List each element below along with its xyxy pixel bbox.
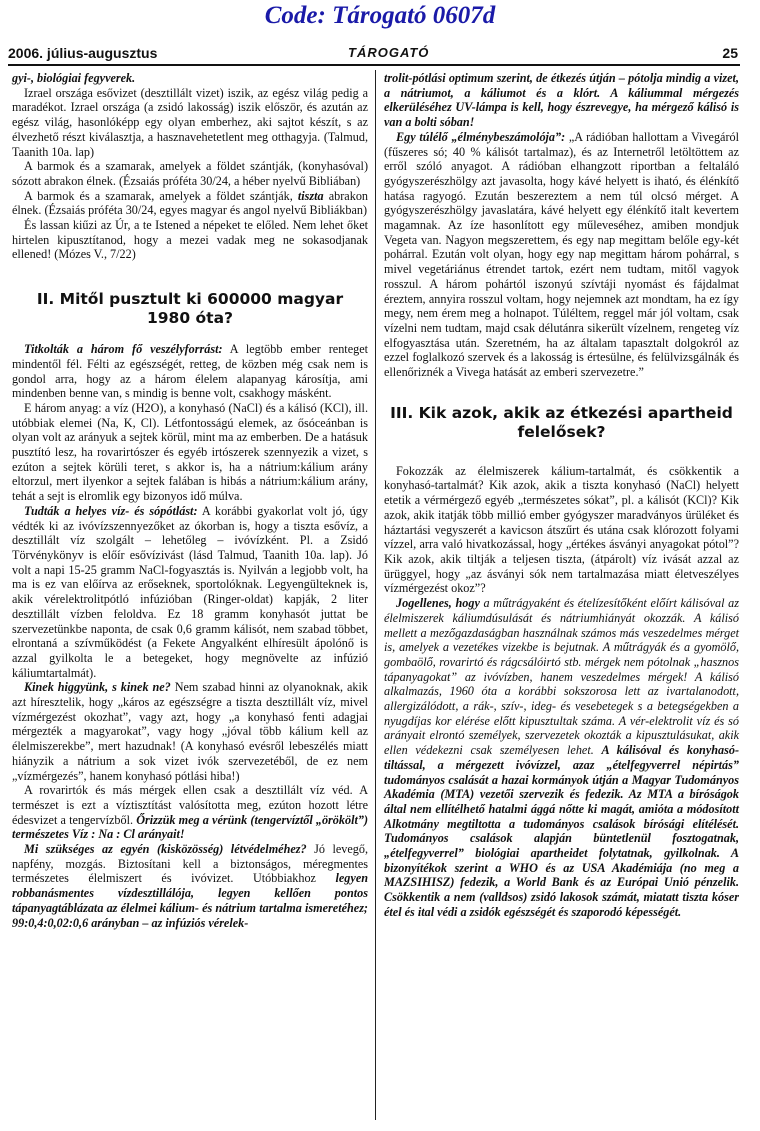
paragraph: Tudták a helyes víz- és sópótlást: A korábbi gyakorlat volt jó, úgy védték ki az ivóvízszennyezőket az ókorban is, hogy a tiszta esővíz, a desztillált víz szolgált – lehetőleg – ivóvízként. Pl. a Zsidó Törvénykönyv is előír esővízivást (lásd Talmud, Taanith 10a. lap). Jó volt a napi 15-25 gramm NaCl-fogyasztás is. Nyilván a legjobb volt, ha ma is ez van előírva az erőseknek, sportolóknak. Legyengülteknek is, akik vérelektrolitpótló infúzióban (Ringer-oldat) kapják, 2 liter desztillált vízben feloldva. Ez 18 gramm konyhasót juttat be szervezetünkbe naponta, de csak 0,6 gramm kálisót, nem szabad többet, elrontaná a szívműködést (a Fekete Angyalként elhíresült ápolónő is azzal gyilkolta le a betegeket, hogy megnövelte az infúzió káliumtartalmát).	[12, 503, 369, 680]
paragraph: Mi szükséges az egyén (kisközösség) létvédelméhez? Jó levegő, napfény, mozgás. Biztosítani kell a biztonságos, méregmentes természetes élelmiszert és ivóvizet. Utóbbiakhoz legyen robbanásmentes vízdesztillálója, legyen kellően pontos tápanyagtáblázata az élelmei kálium- és nátrium tartalma ismeretéhez; 99:0,4:0,02:0,6 arányban – az infúziós vérelek-	[12, 842, 369, 930]
issue-date: 2006. július-augusztus	[8, 45, 158, 61]
paragraph: Jogellenes, hogy a műtrágyaként és ételízesítőként előírt kálisóval az élelmiszerek káliumdúsulását és nátriumhiányát okozzák. A kálisó mellett a mezőgazdaságban használnak számos más veszedelmes mérget is, amelyek a vezetékes vizekbe is bejutnak. A műtrágyák és a gyomölő, gombaölő, rovarirtó és rágcsálóirtó stb. mérgek nem pótolnak „hasznos tápanyagokat” az ivóvízben, hanem veszedelmes mérgek! A kálisó alkalmazás, 1960 óta a korábbi sokszorosa lett az ivartalanodott, allergizálódott, a rák-, szív-, ideg- és vesebetegek s a betegségekben a nyugdíjas kor elérése előtt kipusztultak száma. A vér-elektrolit víz és só arányait elrontó személyek, szervezetek okozták a kipusztulásukat, akik ellen védekezni csak személyesen lehet. A kálisóval és konyhasó-tiltással, a mérgezett ivóvízzel, azaz „ételfegyverrel népirtás” tudományos csalását a hazai kormányok útján a Magyar Tudományos Akadémia (MTA) vezetői szervezik és fedezik. Az MTA a bíróságok által nem ellítélhető hatalmi ággá nőtte ki magát, amióta a módosított Alkotmány megtiltotta a tudományos csalások bírósági elítélését. Tudományos csalások alapján büntetlenül fosztogatnak, „ételfegyverrel” biológiai apartheidet folytatnak, gyilkolnak. A bizonyítékok szerint a WHO és az USA Akadémiája (no meg a MAZSIHISZ) fedezik, a World Bank és az Európai Unió pénzelik. Csökkentik a nem (valldsos) zsidó lakosok számát, miatatt tiszta kóser étel és ital védi a zsidók egészségét és szaporodó képességét.	[384, 596, 740, 919]
right-column	[384, 71, 739, 920]
paragraph: A barmok és a szamarak, amelyek a földet szántják, (konyhasóval) sózott abrakon élnek. (Ézsaiás próféta 30/24, a héber nyelvű Bibliában)	[12, 159, 368, 188]
running-header	[8, 45, 738, 65]
paragraph: A rovarirtók és más mérgek ellen csak a desztillált víz véd. A természet is ezt a víztisztítást valósította meg, ezúton hozott létre édesvizet a tengervízből. Őrizzük meg a vérünk (tengervíztől „örökölt”) természetes Víz : Na : Cl arányait!	[12, 783, 368, 842]
document-code: Code: Tárogató 0607d	[264, 2, 496, 29]
left-column	[12, 71, 368, 930]
paragraph: Kinek higgyünk, s kinek ne? Nem szabad hinni az olyanoknak, akik azt híresztelik, hogy „káros az egészségre a tiszta desztillált víz, mivel vízmérgezést okozhat”, vagy azt, hogy „a konyhasó fenti adagjai mérgezték a magyarokat”, vagy hogy „jóval több kálium kell az élelmiszerekbe”, mert hazudnak! (A konyhasó evésről lebeszélés miatt hiányzik a nátrium a sok vizet ivók szervezetéből, de ez nem „vízmérgezés”, hanem konyhasó pótlási hiba!)	[12, 680, 368, 783]
paragraph: És lassan kiűzi az Úr, a te Istened a népeket te előled. Nem lehet őket hirtelen kipusztítanod, hogy a mezei vadak meg ne sokasodjanak ellened! (Mózes V., 7/22)	[12, 218, 368, 262]
paragraph: gyi-, biológiai fegyverek.	[12, 71, 136, 85]
paragraph: Egy túlélő „élménybeszámolója”: „A rádióban hallottam a Vivegáról (fűszeres só; 40 % kálisót tartalmaz), és az Internetről letöltöttem az erről szóló anyagot. A rádióban elhangzott riportban a feltaláló gyógyszerészhölgy azt javasolta, hogy kávé helyett is iható, és élénkítő hatása ragyogó. Ezután beszereztem a nem túl olcsó mérget. A gyógyszerészhölgy javaslatára, kávé helyett egy élénkítő italt kevertem magamnak. Az íze hasonlított egy műleveséhez, amiben mondjuk Vegeta van. Nagyon megszerettem, és egy nap megittam belőle egy-két pohárral. Ezután volt olyan, hogy egy nap megittam három pohárral, s mivel vegetáriánus étrendet tartok, ezért nem tudtam, mitől vagyok rosszul. A három pohártól iszonyú szívtáji nyomást és fájdalmat éreztem, annyira rosszul voltam, hogy nejemnek azt mondtam, ha ez így megy, nem érem meg a holnapot. Túléltem, reggel már jól voltam, csak vízelni nem tudtam, majd csak délutánra sikerült vízelnem, rengeteg víz elfogyasztása után. Szeretném, ha az általam tapasztalt dolgokról az ezzel foglalkozó szervek és a lakosság is értesülne, és felülvizsgálnák és ellenőriznék a Vivega hatását az emberi szervezetre.”	[384, 129, 739, 380]
paragraph: Fokozzák az élelmiszerek kálium-tartalmát, és csökkentik a konyhasó-tartalmát? Kik azok, akik a tiszta konyhasó (NaCl) helyett etetik a vérmérgező egyéb „természetes sókat”, pl. a kálisót (KCl)? Kik azok, akik itatják több millió ember gyógyszer maradványos ürüléket és háztartási vegyszerét a kavicson átszűrt és utána csak klórozott folyami vízzel, arra való hivatkozással, hogy „értékes ásványi anyagokat pótol”? Kik azok, akik tiltják a teljesen tiszta, (átpárolt) víz ivását azzal az ürüggyel, hogy „az ásványi sók nem tartalmazása miatt életveszélyes vízmérgezést okoz”?	[384, 463, 739, 596]
section-heading: III. Kik azok, akik az étkezési apartheid felelősek?	[390, 403, 733, 441]
column-divider	[375, 70, 376, 1120]
magazine-title: TÁROGATÓ	[348, 45, 430, 60]
paragraph: A barmok és a szamarak, amelyek a földet szántják, tiszta abrakon élnek. (Ézsaiás próféta 30/24, egyes magyar és angol nyelvű Bibliákban)	[12, 188, 369, 218]
section-heading: II. Mitől pusztult ki 600000 magyar 1980 óta?	[36, 290, 344, 328]
page-number: 25	[722, 45, 738, 61]
paragraph: E három anyag: a víz (H2O), a konyhasó (NaCl) és a kálisó (KCl), ill. utóbbiak elemei (Na, K, Cl). Létfontosságú elemek, az ősóceánban is olyan volt az arányuk a sejtek körül, mint ma az emberben. De a hatásuk pusztító lesz, ha rovarirtószer és egyéb irtószerek szennyezik a vizet, s ezúton a sejtek körüli teret, s akkor is, ha a nátrium:kálium arány eltorzul, mert ilyenkor a sejtek falában is hibás a nátrium:kálium arány, tehát a sejt is elromlik egy bizonyos idő múlva.	[12, 400, 368, 504]
paragraph: Titkolták a három fő veszélyforrást: A legtöbb ember renteget mindentől fél. Félti az egészségét, retteg, de közben még csak nem is gondol arra, hogy az a három élelem alapanyag károsítja, ami mindenben benne van, s mindig is benne volt, csakhogy másként.	[12, 342, 368, 401]
header-rule	[8, 64, 740, 66]
paragraph: trolit-pótlási optimum szerint, de étkezés útján – pótolja mindig a vizet, a nátriumot, a káliumot és a klórt. A káliummal mérgezés elkerüléséhez UV-lámpa is kell, hogy észrevegye, ha mérgező kálisó is van a bolti sóban!	[384, 71, 739, 130]
paragraph: Izrael országa esővizet (desztillált vizet) iszik, az egész világ pedig a maradékot. Izrael országa (a zsidó lakosság) iszik először, és azután az egész világ, hasonlóképp egy olyan emberhez, aki sajtot készít, s az élvezhető részt kiválasztja, a hasznavehetetlent meg otthagyja. (Talmud, Taanith 10a. lap)	[12, 85, 368, 159]
